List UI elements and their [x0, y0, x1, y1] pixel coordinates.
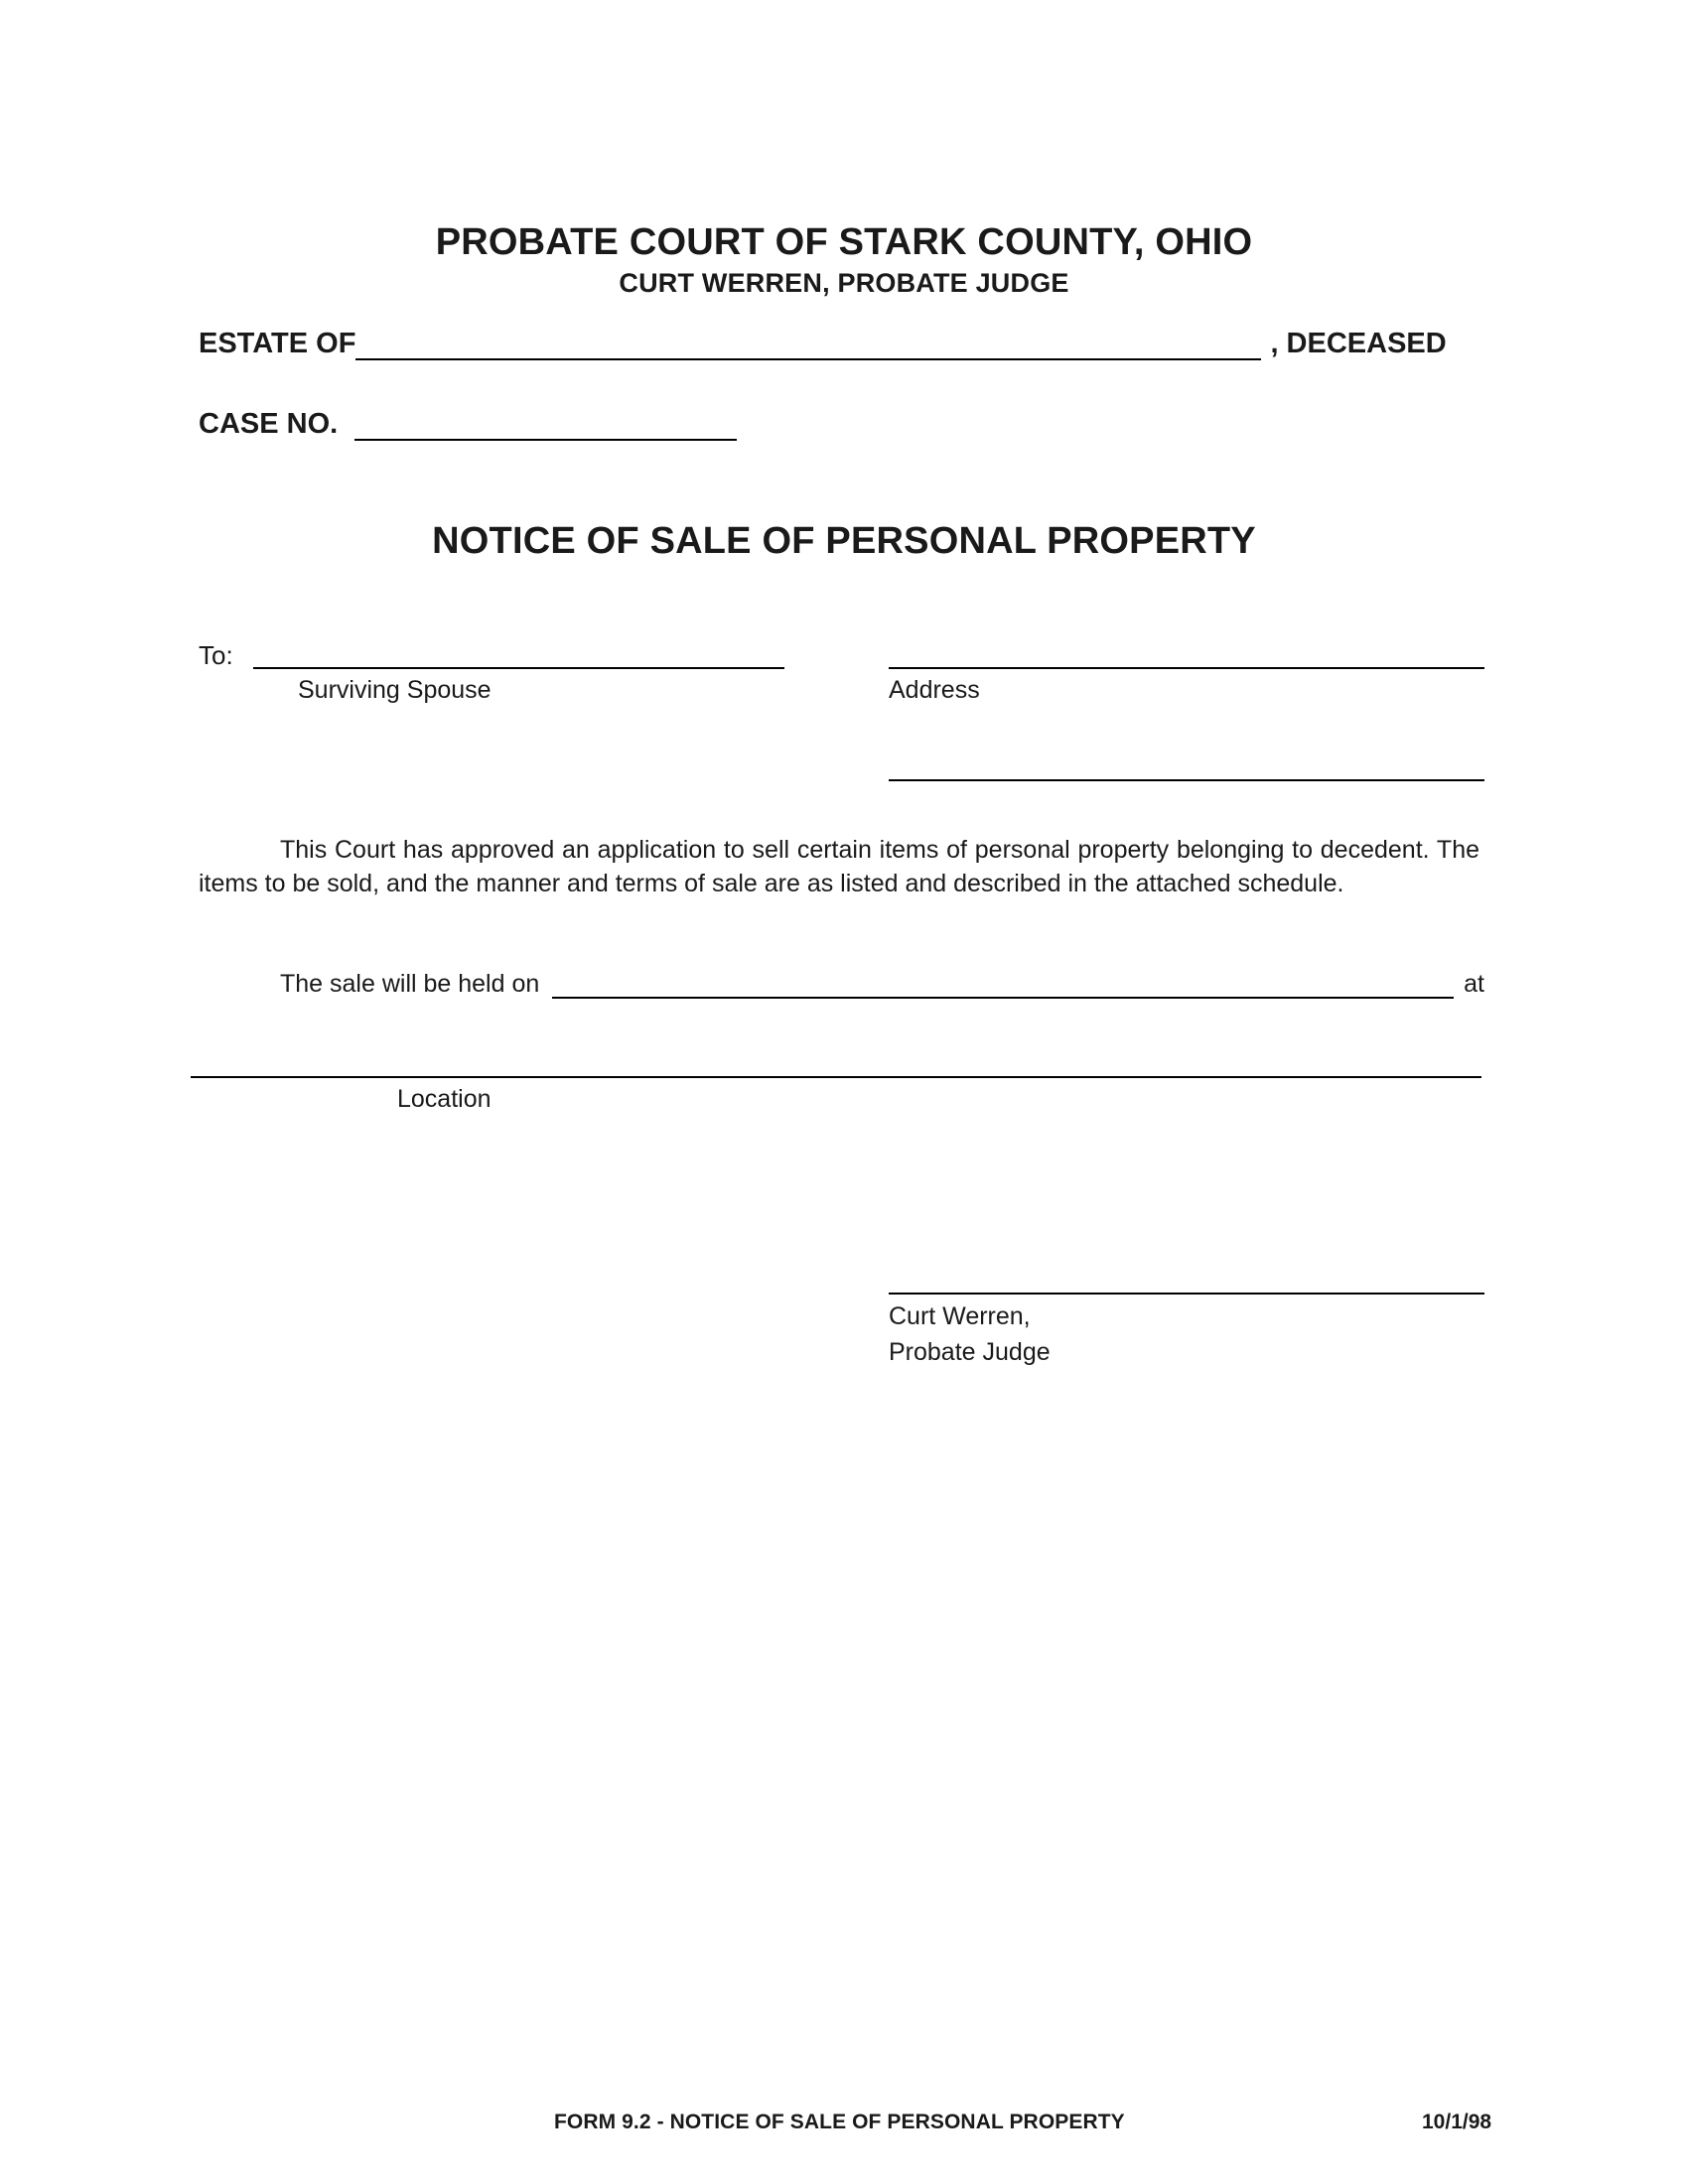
- location-field[interactable]: [191, 1076, 1481, 1078]
- address-line1-field[interactable]: [889, 667, 1484, 669]
- address-caption: Address: [889, 676, 980, 704]
- sale-at-label: at: [1464, 970, 1484, 998]
- surviving-spouse-field[interactable]: [253, 667, 784, 669]
- judge-role-label: Probate Judge: [889, 1338, 1051, 1366]
- estate-of-field[interactable]: [355, 325, 1261, 360]
- footer-revision-date: 10/1/98: [1422, 2111, 1492, 2133]
- sale-date-field[interactable]: [552, 967, 1454, 999]
- location-caption: Location: [397, 1085, 492, 1113]
- footer-form-label: FORM 9.2 - NOTICE OF SALE OF PERSONAL PROPERTY: [554, 2111, 1125, 2133]
- case-number-label: CASE NO.: [199, 408, 339, 440]
- judge-name-label: Curt Werren,: [889, 1302, 1031, 1330]
- court-subtitle: CURT WERREN, PROBATE JUDGE: [619, 267, 1069, 298]
- case-number-row: [199, 405, 737, 441]
- document-title: NOTICE OF SALE OF PERSONAL PROPERTY: [432, 520, 1256, 562]
- case-number-field[interactable]: [354, 405, 737, 441]
- judge-signature-field[interactable]: [889, 1293, 1484, 1295]
- deceased-suffix-label: , DECEASED: [1270, 328, 1447, 359]
- estate-of-row: [199, 325, 1529, 360]
- sale-date-row: [199, 967, 1484, 999]
- court-header: [0, 223, 1688, 299]
- court-title: PROBATE COURT OF STARK COUNTY, OHIO: [435, 221, 1253, 263]
- to-label: To:: [199, 640, 233, 670]
- sale-lead-label: The sale will be held on: [280, 970, 540, 998]
- body-paragraph: This Court has approved an application to sell certain items of personal property belonging to decedent. The items to be sold, and the manner and terms of sale are as listed and described in the attached schedule.: [199, 836, 1479, 897]
- estate-of-label: ESTATE OF: [199, 328, 356, 359]
- surviving-spouse-caption: Surviving Spouse: [298, 676, 492, 704]
- address-line2-field[interactable]: [889, 779, 1484, 781]
